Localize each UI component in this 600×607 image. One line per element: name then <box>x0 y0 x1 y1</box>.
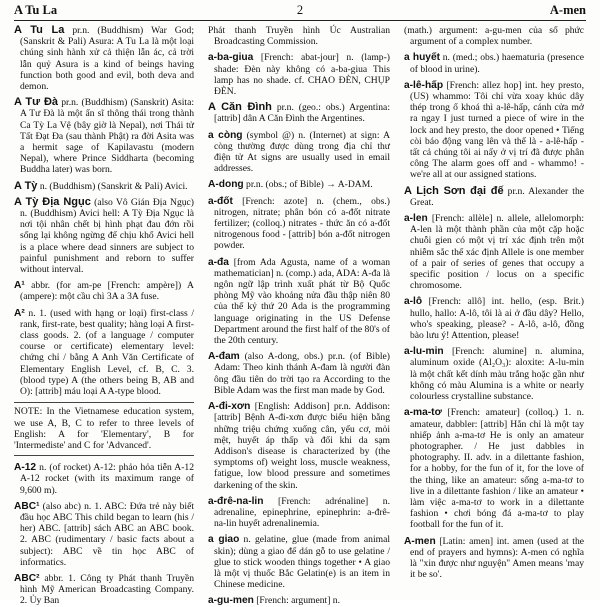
headword: A Tỳ <box>14 179 38 192</box>
definition: n. (of rocket) A-12: phảo hỏa tiễn A-12 A-12 rocket (with its maximum range of 9,600 m). <box>20 462 194 496</box>
entry <box>14 280 194 302</box>
column-1 <box>14 24 194 607</box>
headword: ABC² <box>14 572 40 584</box>
headword: a-lê-hấp <box>404 79 444 91</box>
definition: (symbol @) n. (Internet) at sign: A còng thường được dùng trong địa chỉ thư điện tử At signs are usually used in email addresses. <box>214 129 390 175</box>
definition: n. gelatine, glue (made from animal skin); dùng a giao để dán gỗ to use gelatine / glue to stick wooden things together • A giao là một vị thuốc Bắc Gelatin(e) is an item in Chinese medicine. <box>214 534 390 591</box>
definition: pr.n. (Buddhism) War God; (Sanskrit & Pali) Asura: A Tu La là một loại chúng sinh hành xử cả thiện lẫn ác, cả trời lẫn quỷ Asura is a kind of beings having function both good and evil, both deva and demon. <box>20 25 194 93</box>
definition: [French: abat-jour] n. (lamp-) shade: Đèn này không có a-ba-giua This lamp has no shade. cf. CHAO ĐÈN, CHỤP ĐÈN. <box>214 52 390 98</box>
headword: A-men <box>404 535 436 547</box>
entry <box>208 130 390 175</box>
definition: abbr. 1. Công ty Phát thanh Truyền hình Mỹ American Broadcasting Company. 2. Ủy Ban <box>20 572 194 607</box>
headword: A Tu La <box>14 24 65 36</box>
headword: a-ma-tơ <box>404 407 442 419</box>
definition: [French: allèle] n. allele, allelomorph: A-len là một thành phần của một cặp hoặc chuỗi gien có một vị trí xác định trên một nhiễm sắc thể xác định Allele is one member of a pair of series of genes that occupy a specific position / locus on a specific chromosome. <box>410 213 584 292</box>
entry <box>14 97 194 175</box>
entry <box>208 351 390 396</box>
definition: [French: adrénaline] n. adrenaline, epinephrine, epinephrin: a-đrê-na-lin huyết adrenalinemia. <box>214 495 390 530</box>
definition: pr.n. (obs.; of Bible) → A-DAM. <box>243 179 373 191</box>
entry <box>208 595 390 606</box>
headword: ABC¹ <box>14 500 40 512</box>
definition: Phát thanh Truyền hình Úc Australian Broadcasting Commission. <box>208 25 390 48</box>
definition: n. (med.; obs.) haematuria (presence of blood in urine). <box>410 52 584 75</box>
entry <box>404 186 584 208</box>
headword: A-dong <box>208 179 244 191</box>
entry <box>404 213 584 291</box>
definition: (also A-dong, obs.) pr.n. (of Bible) Adam: Theo kinh thánh A-đam là người đàn ông đầu tiên do trời tạo ra According to the Bible Adam was the first man made by God. <box>214 351 390 396</box>
headword: a-đốt <box>208 195 233 207</box>
entry <box>208 52 390 97</box>
entry <box>208 196 390 252</box>
header-left-guide-word: A Tu La <box>14 3 58 17</box>
headword: A¹ <box>14 280 25 292</box>
headword: A-đam <box>208 351 240 363</box>
definition: [French: amateur] (colloq.) 1. n. amateur, dabbler: [attrib] Hắn chỉ là một tay nhiếp ảnh a-ma-tơ He is only an amateur photographer. / He just dabbles in photography. II. adv. in a dilettante fashion, for a hobby, for the fun of it, for the love of the thing, like an amateur: sống a-ma-tơ to live in a dilettante fashion / like an amateur • làm việc a-ma-tơ to work in a dilettante fashion • chơi bóng đá a-ma-tơ to play football for the fun of it. <box>410 407 584 531</box>
headword: A Tư Đà <box>14 96 59 109</box>
headword: A Tỳ Địa Ngục <box>14 195 91 208</box>
definition: [French: argument] n. <box>253 595 340 607</box>
headword: a huyết <box>404 52 441 64</box>
definition: [Latin: amen] int. amen (used at the end of prayers and hymns): A-men có nghĩa là "xin được như nguyện" Amen means 'may it be so'. <box>410 535 584 581</box>
headword: A-đi-xơn <box>208 401 251 413</box>
entry <box>14 308 194 398</box>
definition: n. (Buddhism) (Sanskrit & Pali) Avici. <box>37 180 188 192</box>
definition: pr.n. (Buddhism) (Sanskrit) Asita: A Tư Đà là một ẩn sĩ thông thái trong thành Ca Tỳ La Vệ (bây giờ là Nepal), nơi Thái tử Tất Đạt Đa (sau thành Phật) ra đời Asita was a hermit sage of Kapilavastu (modern Nepal), where Prince Siddharta (becoming Buddha later) was born. <box>20 97 194 176</box>
definition: pr.n. Alexander the Great. <box>410 185 584 208</box>
headword: a-len <box>404 213 428 225</box>
entry <box>208 257 390 347</box>
entry-continued <box>208 25 390 47</box>
entry <box>404 52 584 74</box>
entry <box>14 501 194 568</box>
entry <box>208 534 390 590</box>
entry <box>14 573 194 607</box>
page-number: 2 <box>296 3 304 17</box>
headword: a-đrê-na-lin <box>208 495 264 507</box>
headword: a-đa <box>208 256 229 268</box>
headword: A² <box>14 307 25 319</box>
headword: a giao <box>208 534 240 546</box>
entry <box>208 496 390 530</box>
headword: A Căn Đình <box>208 101 272 114</box>
definition: [French: allô] int. hello, (esp. Brit.) hullo, hallo: A-lô, tôi là ai ở đầu dây? Hello, who's speaking, please? - A-lô, a-lô, đồng bào lưu ý! Attention, please! <box>410 296 584 342</box>
definition: abbr. (for am-pe [French: ampère]) A (ampere): một cầu chì 3A a 3A fuse. <box>20 280 194 303</box>
entry <box>404 536 584 581</box>
column-3 <box>404 25 584 598</box>
entry <box>404 346 584 402</box>
headword: a-gu-men <box>208 595 254 607</box>
definition: (also abc) n. 1. ABC: Đứa trẻ này biết đầu học ABC This child began to learn (his / her) ABC. [attrib] sách ABC an ABC book. 2. ABC (rudimentary / basic facts about a subject): ABC về tin học ABC of informatics. <box>20 500 194 568</box>
entry <box>14 462 194 496</box>
entry <box>404 407 584 530</box>
definition: n. 1. (used with hạng or loại) first-class / rank, first-rate, best quality; hàng loại A first-class goods. 2. (of a language / computer course or certificate) elementary level: chứng chỉ / bằng A Anh Văn Certificate of Elementary English Level, cf. B, C. 3. (blood type) A (the others being B, AB and O): [attrib] máu loại A A-type blood. <box>20 307 194 398</box>
entry <box>14 181 194 192</box>
headword: A-12 <box>14 462 37 474</box>
entry <box>208 401 390 491</box>
entry <box>208 179 390 190</box>
entry <box>404 296 584 341</box>
usage-note-box: NOTE: In the Vietnamese education system, we use A, B, C to refer to three levels of English: A for 'Elementary', B for 'Intermediste' and C for 'Advanced'. <box>14 402 194 456</box>
headword: a còng <box>208 129 243 141</box>
definition: [from Ada Agusta, name of a woman mathematician] n. (comp.) ada, ADA: A-đa là ngôn ngữ lập trình xuất phát từ Bộ Quốc phòng Mỹ vào khoảng nửa đầu thập niên 80 của thế kỷ thứ 20 Ada is the programming language originating in the US Defense Department around the first half of the 80's of the 20th century. <box>214 256 390 347</box>
running-header <box>14 3 586 21</box>
definition: [French: allez hop] int. hey presto, (US) whammo: Tôi chỉ vừa xoay khúc dây thép trong ổ khoá thì a-lê-hấp, cánh cửa mở ra ngay I just turned a piece of wire in the lock and hey presto, the door opened • Tiếng còi báo động vang lên và thế là - a-lê-hấp - tất cả chúng tôi ai nấy ở vị trí đã được phân công The alarm goes off and - whammo! - we're all at our assigned stations. <box>410 79 584 181</box>
column-2 <box>208 25 390 607</box>
definition: [English: Addison] pr.n. Addison: [attrib] Bệnh A-đi-xơn được biểu hiện bằng những triệu chứng xuống cân, yếu cơ, mỏi mệt, huyết áp thấp và đổi khi da sạm Addison's disease is characterized by (the symptoms of) weight loss, muscle weakness, fatigue, low blood pressure and sometimes darkening of the skin. <box>214 401 390 491</box>
definition: [French: alumine] n. alumina, aluminum oxide (Al₂O₃): aloxite: A-lu-min là một chất kết dính màu trắng hoặc gần như không có màu Alumina is a white or nearly colourless crystalline substance. <box>410 346 584 403</box>
entry <box>14 197 194 275</box>
entry <box>404 80 584 181</box>
headword: a-ba-giua <box>208 52 254 64</box>
headword: A Lịch Sơn đại đế <box>404 184 504 197</box>
definition: pr.n. (geo.: obs.) Argentina: [attrib] dân A Căn Đình the Argentines. <box>214 102 390 125</box>
definition: (math.) argument: a-gu-men của số phức argument of a complex number. <box>404 25 584 48</box>
entry-continued <box>404 25 584 47</box>
entry <box>14 25 194 92</box>
definition: (also Vô Gián Địa Ngục) n. (Buddhism) Avici hell: A Tỳ Địa Ngục là nơi tội nhân chết bị hình phạt đau đớn rồi sống lại không ngừng để chịu khổ Avici hell is a place where dead sinners are subject to painful punishment and reborn to suffer without interval. <box>20 196 194 276</box>
headword: a-lu-min <box>404 346 444 358</box>
definition: [French: azote] n. (chem., obs.) nitrogen, nitrate; phân bón có a-đốt nitrate fertilizer; (colloq.) nitrates - thức ăn có a-đốt nitrogenous food - [attrib] bón a-đốt nitrogen powder. <box>214 195 390 252</box>
header-right-guide-word: A-men <box>549 3 586 17</box>
entry <box>208 102 390 124</box>
headword: a-lô <box>404 296 423 308</box>
